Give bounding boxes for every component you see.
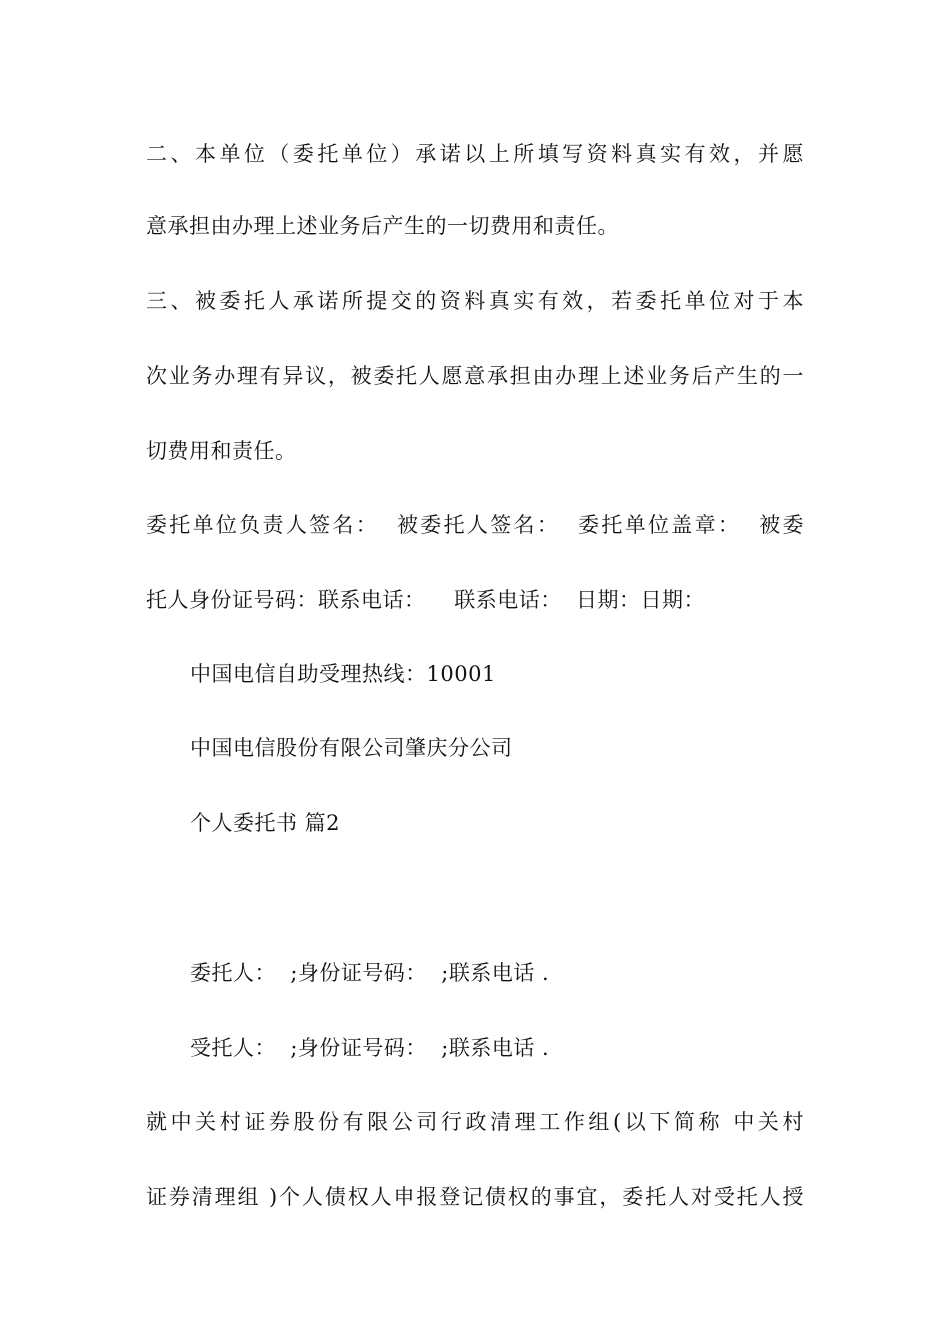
signature-line-2: 托人身份证号码：联系电话： 联系电话： 日期：日期：: [146, 588, 706, 612]
paragraph-2-line-1: 二、本单位（委托单位）承诺以上所填写资料真实有效，并愿: [146, 142, 804, 166]
section-title: 个人委托书 篇2: [190, 811, 341, 835]
paragraph-3-line-3: 切费用和责任。: [146, 439, 297, 463]
agent-info: 受托人： ;身份证号码： ;联系电话 .: [190, 1036, 550, 1060]
company-name: 中国电信股份有限公司肇庆分公司: [190, 736, 513, 760]
signature-line-1: 委托单位负责人签名： 被委托人签名： 委托单位盖章： 被委: [146, 513, 804, 537]
paragraph-3-line-1: 三、被委托人承诺所提交的资料真实有效，若委托单位对于本: [146, 289, 804, 313]
hotline-text: 中国电信自助受理热线：10001: [190, 662, 496, 686]
paragraph-3-line-2: 次业务办理有异议，被委托人愿意承担由办理上述业务后产生的一: [146, 364, 804, 388]
principal-info: 委托人： ;身份证号码： ;联系电话 .: [190, 961, 550, 985]
paragraph-2-line-2: 意承担由办理上述业务后产生的一切费用和责任。: [146, 214, 619, 238]
authorization-line-1: 就中关村证券股份有限公司行政清理工作组(以下简称 中关村: [146, 1110, 804, 1134]
authorization-line-2: 证券清理组 )个人债权人申报登记债权的事宜，委托人对受托人授: [146, 1185, 804, 1209]
